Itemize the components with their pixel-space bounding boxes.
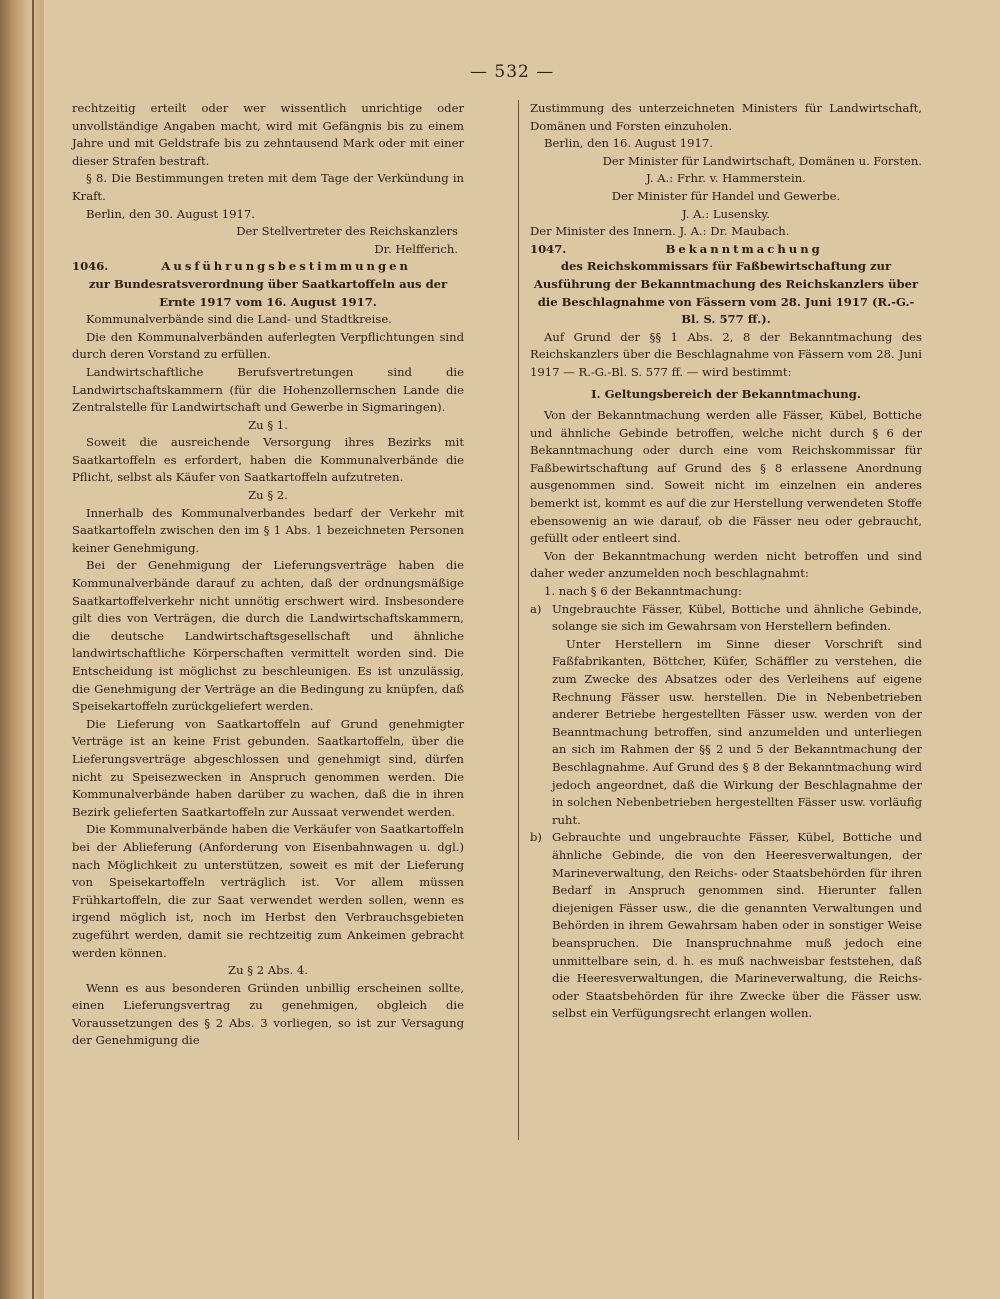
signature: Dr. Helfferich. [374,241,458,256]
list-item-note: Unter Herstellern im Sinne dieser Vorschrift sind Faßfabrikanten, Böttcher, Küfer, Schäffler zu verstehen, die zum Zwecke des Absatzes oder des Verleihens auf eigene Rechnung Fässer usw. herstellen. Die in Nebenbetrieben anderer Betriebe hergestellten Fässer usw. werden von der Beanntmachung betroffen, sind anzumelden und unterliegen an sich im Rahmen der §§ 2 und 5 der Bekanntmachung der Beschlagnahme. Auf Grund des § 8 der Bekanntmachung wird jedoch angeordnet, daß die Wirkung der Beschlagnahme der in solchen Nebenbetrieben hergestellten Fässer usw. vorläufig ruht. [552,636,922,827]
paragraph: Bei der Genehmigung der Lieferungsverträge haben die Kommunalverbände darauf zu achten, daß der ordnungsmäßige Saatkartoffelverkehr nicht unnötig erschwert wird. Insbesondere gilt dies von Verträgen, die durch die Landwirtschaftskammern, die deutsche Landwirtschaftsgesellschaft und ähnliche landwirtschaftliche Körperschaften vermittelt worden sind. Die Entscheidung ist möglichst zu beschleunigen. Es ist unzulässig, die Genehmigung der Verträge an die Bedingung zu knüpfen, daß Speisekartoffeln zurückgeliefert werden. [72,558,464,714]
paragraph: Die den Kommunalverbänden auferlegten Verpflichtungen sind durch deren Vorstand zu erfüllen. [72,329,464,362]
paragraph: Wenn es aus besonderen Gründen unbillig erscheinen sollte, einen Lieferungsvertrag zu genehmigen, obgleich die Voraussetzungen des § 2 Abs. 3 vorliegen, so ist zur Versagung der Genehmigung die [72,980,464,1048]
section-title: Ausführungsbestimmungen [161,259,411,274]
paragraph: Von der Bekanntmachung werden alle Fässer, Kübel, Bottiche und ähnliche Gebinde betroffen, welche nicht durch § 6 der Bekanntmachung oder durch eine vom Reichskommissar für Faßbewirtschaftung auf Grund des § 8 erlassene Anordnung ausgenommen sind. Soweit nicht im einzelnen ein anderes bemerkt ist, kommt es auf die zur Herstellung verwendeten Stoffe ebensowenig an wie darauf, ob die Fässer neu oder gebraucht, gefüllt oder entleert sind. [530,408,922,546]
paragraph: Auf Grund der §§ 1 Abs. 2, 8 der Bekanntmachung des Reichskanzlers über die Beschlagnahme von Fässern vom 28. Juni 1917 — R.-G.-Bl. S. 577 ff. — wird bestimmt: [530,329,922,379]
paragraph: Innerhalb des Kommunalverbandes bedarf der Verkehr mit Saatkartoffeln zwischen den im § 1 Abs. 1 bezeichneten Personen keiner Genehmigung. [72,505,464,555]
list-item [530,829,922,1023]
section-subheading: I. Geltungsbereich der Bekanntmachung. [591,386,861,401]
section-heading [530,241,922,259]
section-number: 1046. [72,259,109,274]
page-number: — 532 — [470,62,555,82]
spine-edge [32,0,34,1299]
book-spine [0,0,42,1299]
paragraph: Soweit die ausreichende Versorgung ihres Bezirks mit Saatkartoffeln es erfordert, haben die Kommunalverbände die Pflicht, selbst als Käufer von Saatkartoffeln aufzutreten. [72,435,464,485]
section-number: 1047. [530,241,567,256]
list-item-label: b) [530,830,542,845]
paragraph: Berlin, den 16. August 1917. [544,136,713,151]
paragraph: Von der Bekanntmachung werden nicht betroffen und sind daher weder anzumelden noch beschlagnahmt: [530,548,922,581]
paragraph: Der Minister des Innern. J. A.: Dr. Maubach. [530,224,790,239]
paragraph: 1. nach § 6 der Bekanntmachung: [544,584,742,599]
subheading: Zu § 1. [248,417,288,432]
section-heading [72,258,464,276]
section-title: Bekanntmachung [665,241,823,256]
paragraph: rechtzeitig erteilt oder wer wissentlich unrichtige oder unvollständige Angaben macht, wird mit Gefängnis bis zu einem Jahre und mit Geldstrafe bis zu zehntausend Mark oder mit einer dieser Strafen bestraft. [72,101,464,168]
list-item-label: a) [530,601,542,616]
paragraph: Die Lieferung von Saatkartoffeln auf Grund genehmigter Verträge ist an keine Frist gebunden. Saatkartoffeln, über die Lieferungsverträge abgeschlossen und genehmigt sind, dürfen nicht zu Speisezwecken in Anspruch genommen werden. Die Kommunalverbände haben darüber zu wachen, daß die in ihren Bezirk gelieferten Saatkartoffeln zur Aussaat verwendet werden. [72,716,464,819]
title-line: zur Bundesratsverordnung über Saatkartoffeln aus der Ernte 1917 vom 16. August 1917. [88,276,448,309]
right-column [530,100,922,1023]
paragraph: Kommunalverbände sind die Land- und Stadtkreise. [86,312,392,327]
list-item-text: Ungebrauchte Fässer, Kübel, Bottiche und ähnliche Gebinde, solange sie sich im Gewahrsam von Herstellern befinden. [552,601,922,634]
paragraph: § 8. Die Bestimmungen treten mit dem Tage der Verkündung in Kraft. [72,171,464,203]
signature: Der Minister für Landwirtschaft, Domänen u. Forsten. [602,153,922,168]
list-item [530,601,922,636]
paragraph: Berlin, den 30. August 1917. [86,206,255,221]
left-column [72,100,464,1050]
subheading: J. A.: Frhr. v. Hammerstein. [646,171,806,186]
subheading: Zu § 2. [248,488,288,503]
column-divider [518,100,519,1140]
signature: Der Stellvertreter des Reichskanzlers [236,224,458,239]
paragraph: Die Kommunalverbände haben die Verkäufer von Saatkartoffeln bei der Ablieferung (Anforderung von Eisenbahnwagen u. dgl.) nach Möglichkeit zu unterstützen, soweit es mit der Lieferung von Speisekartoffeln verträglich ist. Vor allem müssen Frühkartoffeln, die zur Saat verwendet werden sollen, wenn es irgend möglich ist, noch im Herbst den Verbrauchsgebieten zugeführt werden, damit sie rechtzeitig zum Ankeimen gebracht werden können. [72,822,464,960]
paragraph: Landwirtschaftliche Berufsvertretungen sind die Landwirtschaftskammern (für die Hohenzollernschen Lande die Zentralstelle für Landwirtschaft und Gewerbe in Sigmaringen). [72,364,464,415]
title-line: des Reichskommissars für Faßbewirtschaftung zur Ausführung der Bekanntmachung des Reichskanzlers über die Beschlagnahme von Fässern vom 28. Juni 1917 (R.-G.-Bl. S. 577 ff.). [533,259,919,327]
subheading: J. A.: Lusensky. [682,206,770,221]
paragraph: Zustimmung des unterzeichneten Ministers für Landwirtschaft, Domänen und Forsten einzuholen. [530,101,922,133]
list-item-text: Gebrauchte und ungebrauchte Fässer, Kübel, Bottiche und ähnliche Gebinde, die von den Heeresverwaltungen, der Marineverwaltung, den Reichs- oder Staatsbehörden für ihren Bedarf in Anspruch genommen sind. Hierunter fallen diejenigen Fässer usw., die die genannten Verwaltungen und Behörden in ihrem Gewahrsam haben oder in sonstiger Weise beanspruchen. Die Inanspruchnahme muß jedoch eine unmittelbare sein, d. h. es muß nachweisbar feststehen, daß die Heeresverwaltungen, die Marineverwaltung, die Reichs- oder Staatsbehörden für ihre Zwecke über die Fässer usw. selbst ein Verfügungsrecht erlangen wollen. [552,830,922,1021]
subheading: Der Minister für Handel und Gewerbe. [611,188,841,203]
subheading: Zu § 2 Abs. 4. [228,963,308,978]
